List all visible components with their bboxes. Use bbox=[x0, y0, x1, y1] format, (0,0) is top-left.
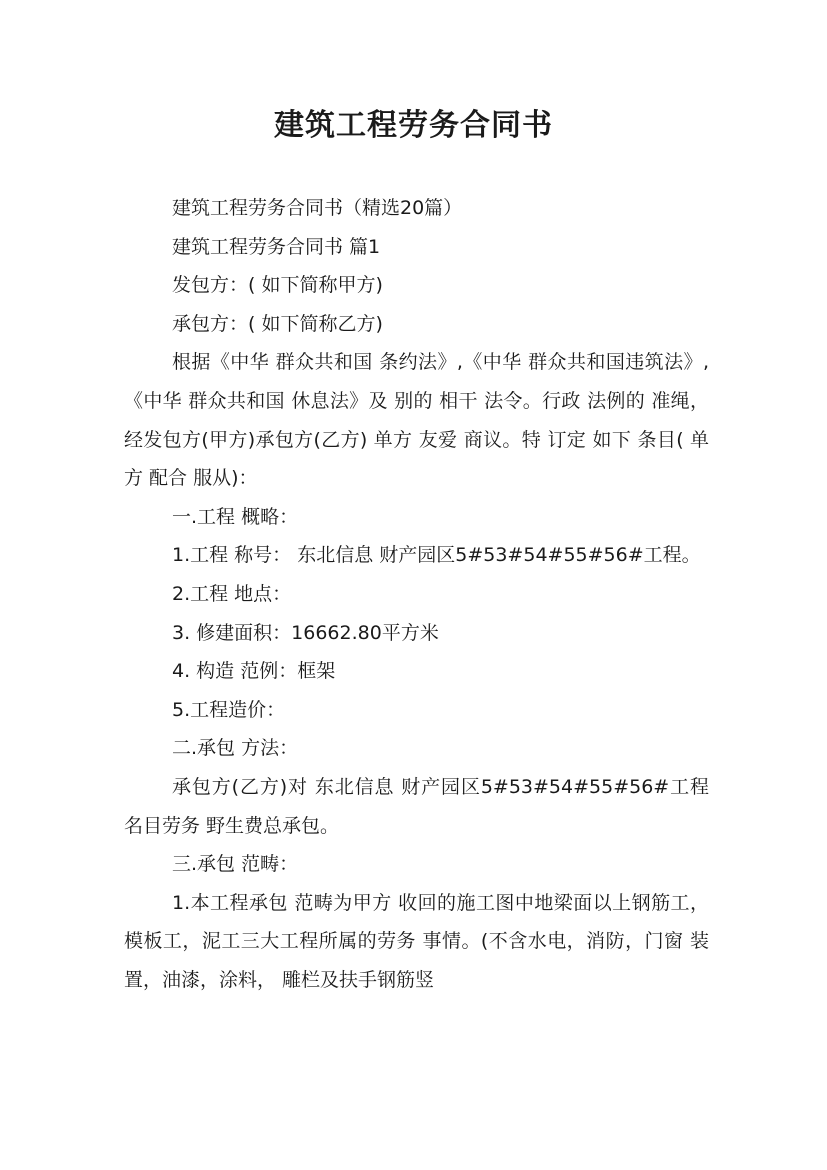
paragraph-party-b: 承包方：( 如下简称乙方) bbox=[172, 312, 383, 335]
paragraph-legal-basis: 根据《中华 群众共和国 条约法》,《中华 群众共和国违筑法》,《中华 群众共和国 休息法》及 别的 相干 法令。行政 法例的 准绳，经发包方(甲方)承包方(乙方) 单方 友爱 商议。特 订定 如下 条目( 单方 配合 服从)： bbox=[124, 351, 709, 490]
paragraph-contract-method: 承包方(乙方)对 东北信息 财产园区5#53#54#55#56#工程 名目劳务 野生费总承包。 bbox=[124, 775, 709, 837]
paragraph-project-cost: 5.工程造价： bbox=[172, 698, 286, 721]
paragraph-structure-type: 4. 构造 范例：框架 bbox=[172, 660, 336, 683]
document-body bbox=[124, 189, 709, 999]
paragraph-section-heading: 建筑工程劳务合同书 篇1 bbox=[172, 235, 381, 258]
paragraph-heading-scope: 三.承包 范畴： bbox=[172, 853, 299, 876]
document-title: 建筑工程劳务合同书 bbox=[274, 108, 553, 143]
paragraph-party-a: 发包方：( 如下简称甲方) bbox=[172, 274, 383, 297]
paragraph-project-location: 2.工程 地点： bbox=[172, 582, 292, 605]
paragraph-building-area: 3. 修建面积：16662.80平方米 bbox=[172, 621, 439, 644]
paragraph-heading-contract-method: 二.承包 方法： bbox=[172, 737, 299, 760]
paragraph-project-name: 1.工程 称号： 东北信息 财产园区5#53#54#55#56#工程。 bbox=[172, 544, 701, 567]
paragraph-subtitle: 建筑工程劳务合同书（精选20篇） bbox=[172, 197, 463, 219]
paragraph-scope-detail: 1.本工程承包 范畴为甲方 收回的施工图中地梁面以上钢筋工，模板工，泥工三大工程所属的劳务 事情。(不含水电，消防，门窗 装置，油漆，涂料， 雕栏及扶手钢筋竖 bbox=[124, 891, 709, 991]
paragraph-heading-overview: 一.工程 概略： bbox=[172, 505, 299, 528]
